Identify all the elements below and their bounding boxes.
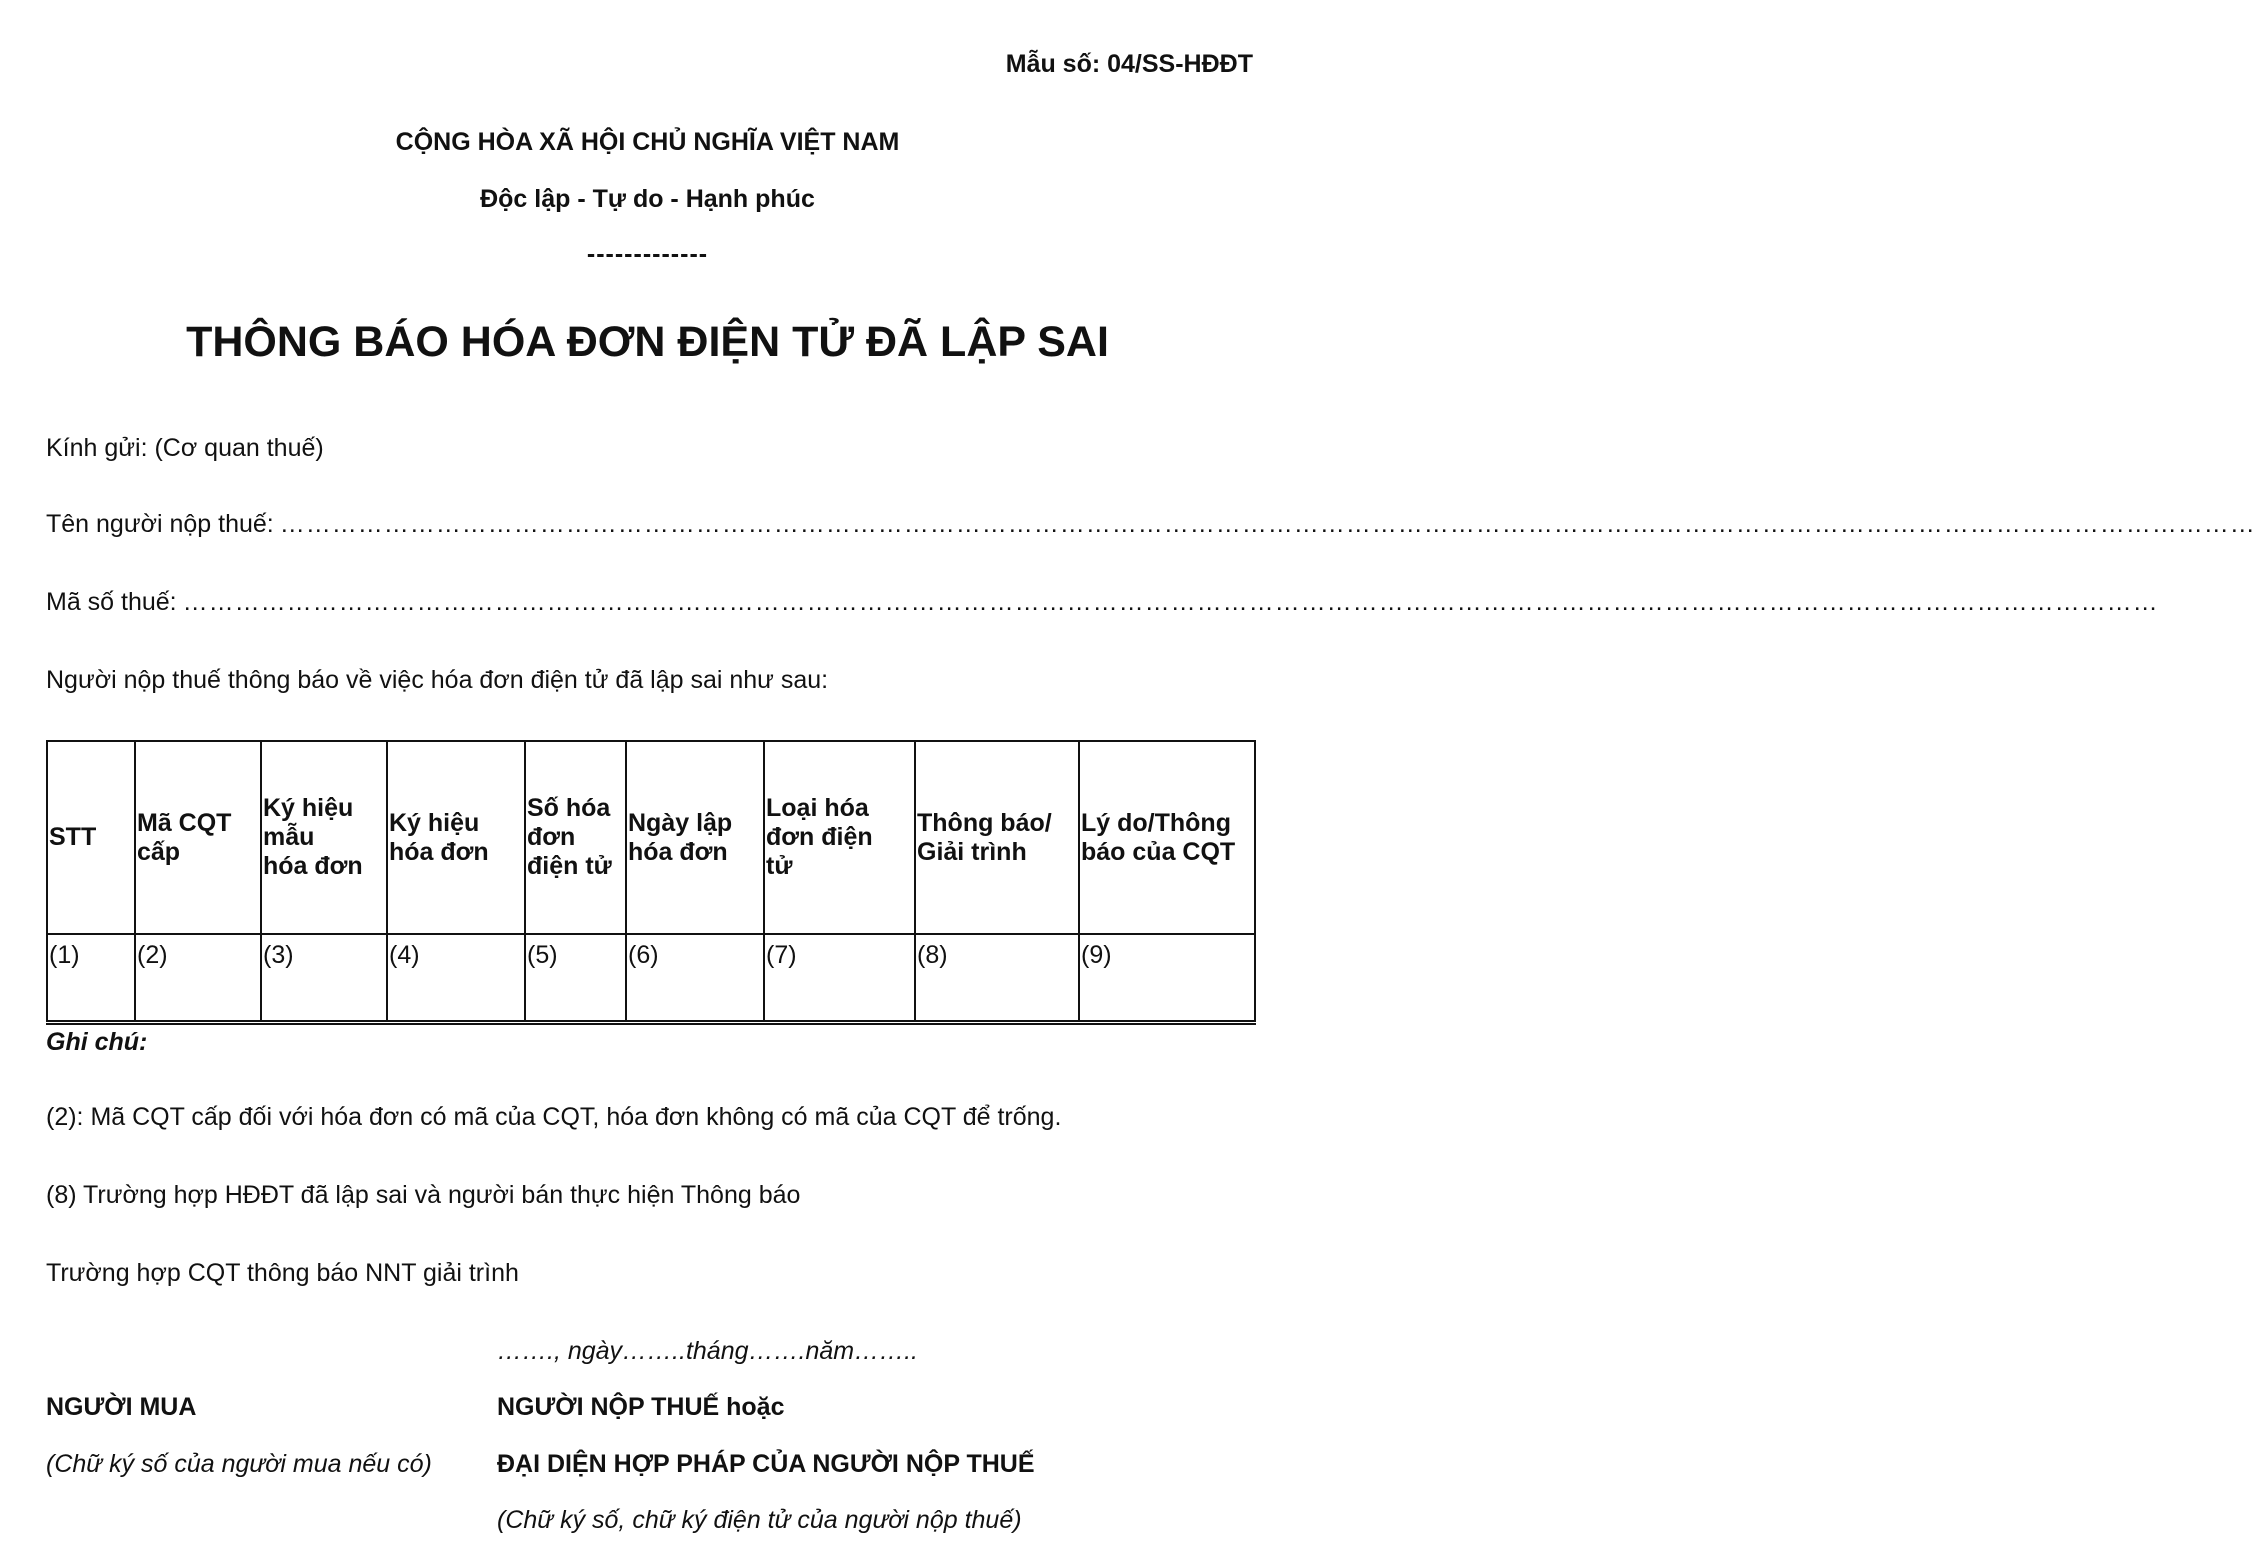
tax-code-label: Mã số thuế: <box>46 588 177 616</box>
table-cell: (5) <box>525 934 626 1023</box>
table-row <box>47 934 1255 1023</box>
buyer-signature-note: (Chữ ký số của người mua nếu có) <box>46 1450 432 1478</box>
col-header-stt: STT <box>47 741 135 934</box>
tax-code-field <box>46 588 2159 617</box>
col-header-invoice-symbol: Ký hiệu hóa đơn <box>387 741 525 934</box>
document-title: THÔNG BÁO HÓA ĐƠN ĐIỆN TỬ ĐÃ LẬP SAI <box>186 318 1109 366</box>
col-header-invoice-number: Số hóa đơn điện tử <box>525 741 626 934</box>
col-header-invoice-type: Loại hóa đơn điện tử <box>764 741 915 934</box>
table-cell: (1) <box>47 934 135 1023</box>
table-cell: (4) <box>387 934 525 1023</box>
buyer-title: NGƯỜI MUA <box>46 1393 197 1421</box>
table-cell: (7) <box>764 934 915 1023</box>
intro-line: Người nộp thuế thông báo về việc hóa đơn điện tử đã lập sai như sau: <box>46 666 829 694</box>
table-cell: (6) <box>626 934 764 1023</box>
taxpayer-name-blank: ………………………………………………………………………………………………………………………………………………………………………………………………………… <box>279 510 2256 538</box>
note-item: (2): Mã CQT cấp đối với hóa đơn có mã của CQT, hóa đơn không có mã của CQT để trống. <box>46 1103 1062 1131</box>
table-header-row <box>47 741 1255 934</box>
col-header-notice: Thông báo/ Giải trình <box>915 741 1079 934</box>
note-item: Trường hợp CQT thông báo NNT giải trình <box>46 1259 519 1287</box>
taxpayer-name-label: Tên người nộp thuế: <box>46 510 274 538</box>
notes-heading: Ghi chú: <box>46 1028 148 1056</box>
legal-representative-title: ĐẠI DIỆN HỢP PHÁP CỦA NGƯỜI NỘP THUẾ <box>497 1450 1035 1478</box>
tax-code-blank: ………………………………………………………………………………………………………………………………………………………………………………………………………… <box>182 588 2159 616</box>
invoice-table <box>46 740 1256 1025</box>
motto: Độc lập - Tự do - Hạnh phúc <box>480 185 815 213</box>
table-cell: (3) <box>261 934 387 1023</box>
col-header-reason: Lý do/Thông báo của CQT <box>1079 741 1255 934</box>
recipient-line: Kính gửi: (Cơ quan thuế) <box>46 434 324 462</box>
col-header-template-symbol: Ký hiệu mẫu hóa đơn <box>261 741 387 934</box>
col-header-cqt-code: Mã CQT cấp <box>135 741 261 934</box>
table-cell: (2) <box>135 934 261 1023</box>
table-cell: (8) <box>915 934 1079 1023</box>
taxpayer-name-field <box>46 510 2256 539</box>
date-line: ……., ngày……..tháng…….năm…….. <box>497 1337 918 1365</box>
taxpayer-title: NGƯỜI NỘP THUẾ hoặc <box>497 1393 785 1421</box>
note-item: (8) Trường hợp HĐĐT đã lập sai và người bán thực hiện Thông báo <box>46 1181 801 1209</box>
nation-heading: CỘNG HÒA XÃ HỘI CHỦ NGHĨA VIỆT NAM <box>395 128 900 156</box>
table-cell: (9) <box>1079 934 1255 1023</box>
form-number: Mẫu số: 04/SS-HĐĐT <box>1005 50 1253 78</box>
taxpayer-signature-note: (Chữ ký số, chữ ký điện tử của người nộp thuế) <box>497 1506 1022 1534</box>
header-separator: ------------- <box>586 240 709 268</box>
col-header-invoice-date: Ngày lập hóa đơn <box>626 741 764 934</box>
